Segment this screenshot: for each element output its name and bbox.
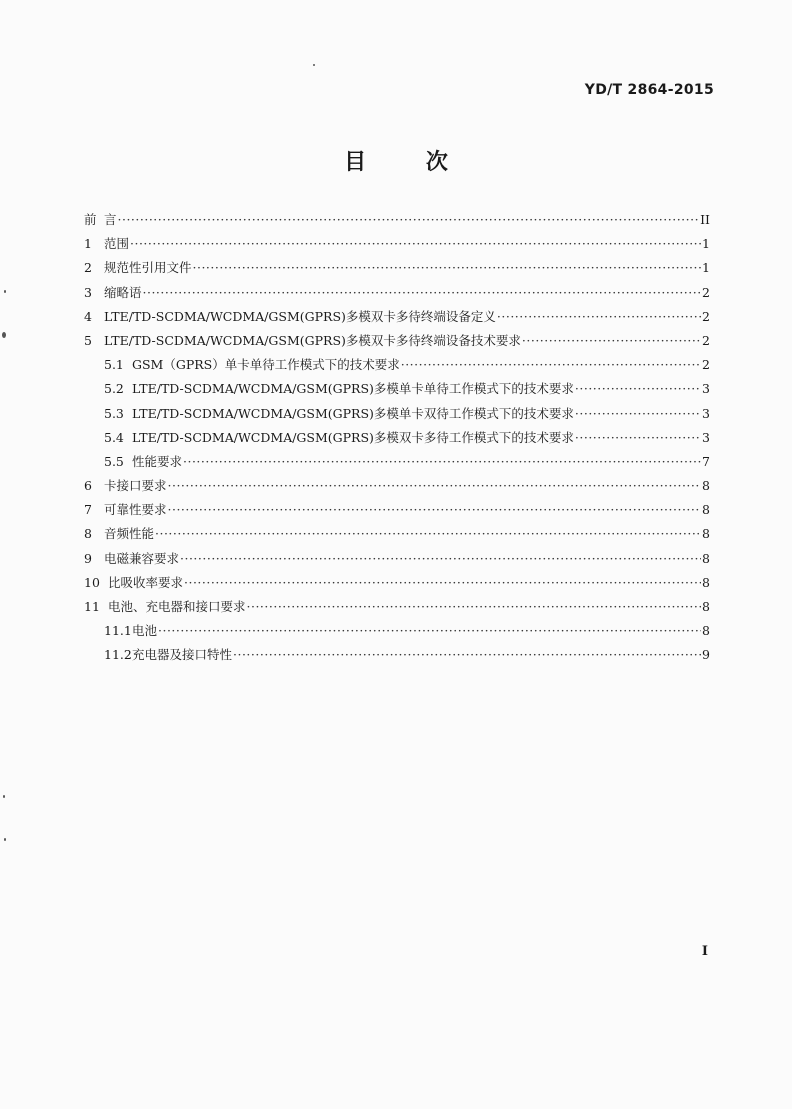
toc-entry-page: 1 (702, 260, 710, 276)
toc-entry-number: 7 (84, 502, 92, 518)
toc-entry[interactable] (84, 234, 710, 258)
toc-leader-dots (155, 526, 701, 541)
toc-entry-page: 3 (702, 381, 710, 397)
toc-entry-label: LTE/TD-SCDMA/WCDMA/GSM(GPRS)多模单卡双待工作模式下的技术要求 (132, 405, 574, 421)
toc-entry-number: 11.2 (104, 647, 132, 663)
toc-leader-dots (118, 212, 700, 227)
toc-entry-number: 前 (84, 212, 97, 227)
toc-entry-label: LTE/TD-SCDMA/WCDMA/GSM(GPRS)多模单卡单待工作模式下的技术要求 (132, 381, 574, 397)
toc-entry[interactable] (84, 621, 710, 645)
toc-entry-page: 8 (702, 502, 710, 518)
toc-leader-dots (233, 647, 701, 662)
toc-entry-page: 8 (702, 574, 710, 590)
toc-entry-number: 5.5 (104, 453, 124, 469)
toc-entry-number: 11.1 (104, 623, 132, 639)
toc-entry[interactable] (84, 549, 710, 573)
toc-entry[interactable] (84, 428, 710, 452)
table-of-contents (84, 210, 710, 670)
toc-entry-number: 6 (84, 478, 92, 494)
toc-entry-page: 3 (702, 405, 710, 421)
toc-entry-number: 5.1 (104, 357, 124, 373)
toc-entry[interactable] (84, 307, 710, 331)
toc-entry[interactable] (84, 331, 710, 355)
toc-leader-dots (575, 406, 701, 421)
toc-leader-dots (497, 309, 701, 324)
toc-entry[interactable] (84, 645, 710, 669)
toc-leader-dots (247, 599, 702, 614)
toc-leader-dots (180, 551, 701, 566)
toc-leader-dots (143, 285, 702, 300)
toc-leader-dots (575, 430, 701, 445)
toc-entry-number: 9 (84, 550, 92, 566)
toc-leader-dots (193, 260, 702, 275)
toc-leader-dots (401, 357, 701, 372)
toc-entry-label: 电池 (132, 623, 158, 639)
scan-speck (4, 838, 6, 841)
scan-speck (4, 290, 6, 293)
toc-entry[interactable] (84, 404, 710, 428)
toc-entry-page: 8 (702, 526, 710, 542)
toc-entry-number: 5 (84, 332, 92, 348)
toc-entry-label: 性能要求 (132, 453, 183, 469)
toc-entry-number: 8 (84, 526, 92, 542)
toc-entry-label: 电磁兼容要求 (104, 550, 180, 566)
toc-entry-page: 8 (702, 599, 710, 614)
toc-entry-page: 2 (702, 308, 710, 324)
toc-entry-page: 7 (702, 453, 710, 469)
toc-entry-number: 1 (84, 236, 92, 252)
toc-entry-label: 规范性引用文件 (104, 260, 192, 276)
toc-entry[interactable] (84, 476, 710, 500)
toc-entry-number: 11 (84, 599, 100, 614)
toc-entry-page: 2 (702, 332, 710, 348)
toc-entry-number: 10 (84, 574, 100, 590)
toc-entry-number: 3 (84, 284, 92, 300)
toc-entry-page: 8 (702, 478, 710, 494)
toc-entry[interactable] (84, 355, 710, 379)
toc-entry-number: 5.3 (104, 405, 124, 421)
toc-leader-dots (158, 623, 701, 638)
toc-entry-page: 3 (702, 429, 710, 445)
toc-entry[interactable] (84, 573, 710, 597)
toc-entry-label: 充电器及接口特性 (132, 647, 233, 663)
toc-entry-page: 2 (702, 284, 710, 300)
toc-entry[interactable] (84, 210, 710, 234)
toc-entry-label: 卡接口要求 (104, 478, 167, 494)
toc-entry[interactable] (84, 597, 710, 621)
toc-leader-dots (522, 333, 701, 348)
toc-entry-page: 2 (702, 357, 710, 373)
toc-leader-dots (183, 454, 701, 469)
toc-entry[interactable] (84, 283, 710, 307)
toc-entry[interactable] (84, 500, 710, 524)
toc-entry-number: 2 (84, 260, 92, 276)
page-number: I (701, 944, 708, 959)
toc-entry[interactable] (84, 379, 710, 403)
toc-leader-dots (130, 236, 701, 251)
toc-entry-label: GSM（GPRS）单卡单待工作模式下的技术要求 (132, 357, 400, 373)
toc-entry-page: 9 (702, 647, 710, 663)
toc-entry-label: 音频性能 (104, 526, 155, 542)
toc-leader-dots (575, 381, 701, 396)
toc-entry-label: LTE/TD-SCDMA/WCDMA/GSM(GPRS)多模双卡多待终端设备定义 (104, 308, 496, 324)
scan-speck (3, 795, 5, 798)
toc-entry-label: 可靠性要求 (104, 502, 167, 518)
toc-leader-dots (184, 575, 701, 590)
scan-speck (2, 332, 6, 338)
toc-entry-label: 电池、充电器和接口要求 (108, 599, 246, 614)
toc-entry[interactable] (84, 452, 710, 476)
toc-leader-dots (168, 502, 702, 517)
toc-entry-number: 5.4 (104, 429, 124, 445)
standard-code: YD/T 2864-2015 (584, 82, 714, 98)
toc-entry-number: 5.2 (104, 381, 124, 397)
toc-entry-label: LTE/TD-SCDMA/WCDMA/GSM(GPRS)多模双卡多待终端设备技术要求 (104, 332, 521, 348)
toc-entry-number: 4 (84, 308, 92, 324)
toc-entry[interactable] (84, 258, 710, 282)
toc-title: 目 次 (344, 149, 474, 175)
toc-entry-page: 1 (702, 236, 710, 252)
toc-entry[interactable] (84, 524, 710, 548)
toc-entry-label: 缩略语 (104, 284, 142, 300)
toc-entry-page: 8 (702, 550, 710, 566)
toc-entry-label: 范围 (104, 236, 130, 252)
toc-leader-dots (168, 478, 702, 493)
scan-speck (313, 64, 315, 66)
toc-entry-label: 比吸收率要求 (108, 574, 184, 590)
toc-entry-label: 言 (104, 212, 117, 227)
toc-entry-page: II (700, 212, 710, 227)
toc-entry-label: LTE/TD-SCDMA/WCDMA/GSM(GPRS)多模双卡多待工作模式下的技术要求 (132, 429, 574, 445)
toc-entry-page: 8 (702, 623, 710, 639)
